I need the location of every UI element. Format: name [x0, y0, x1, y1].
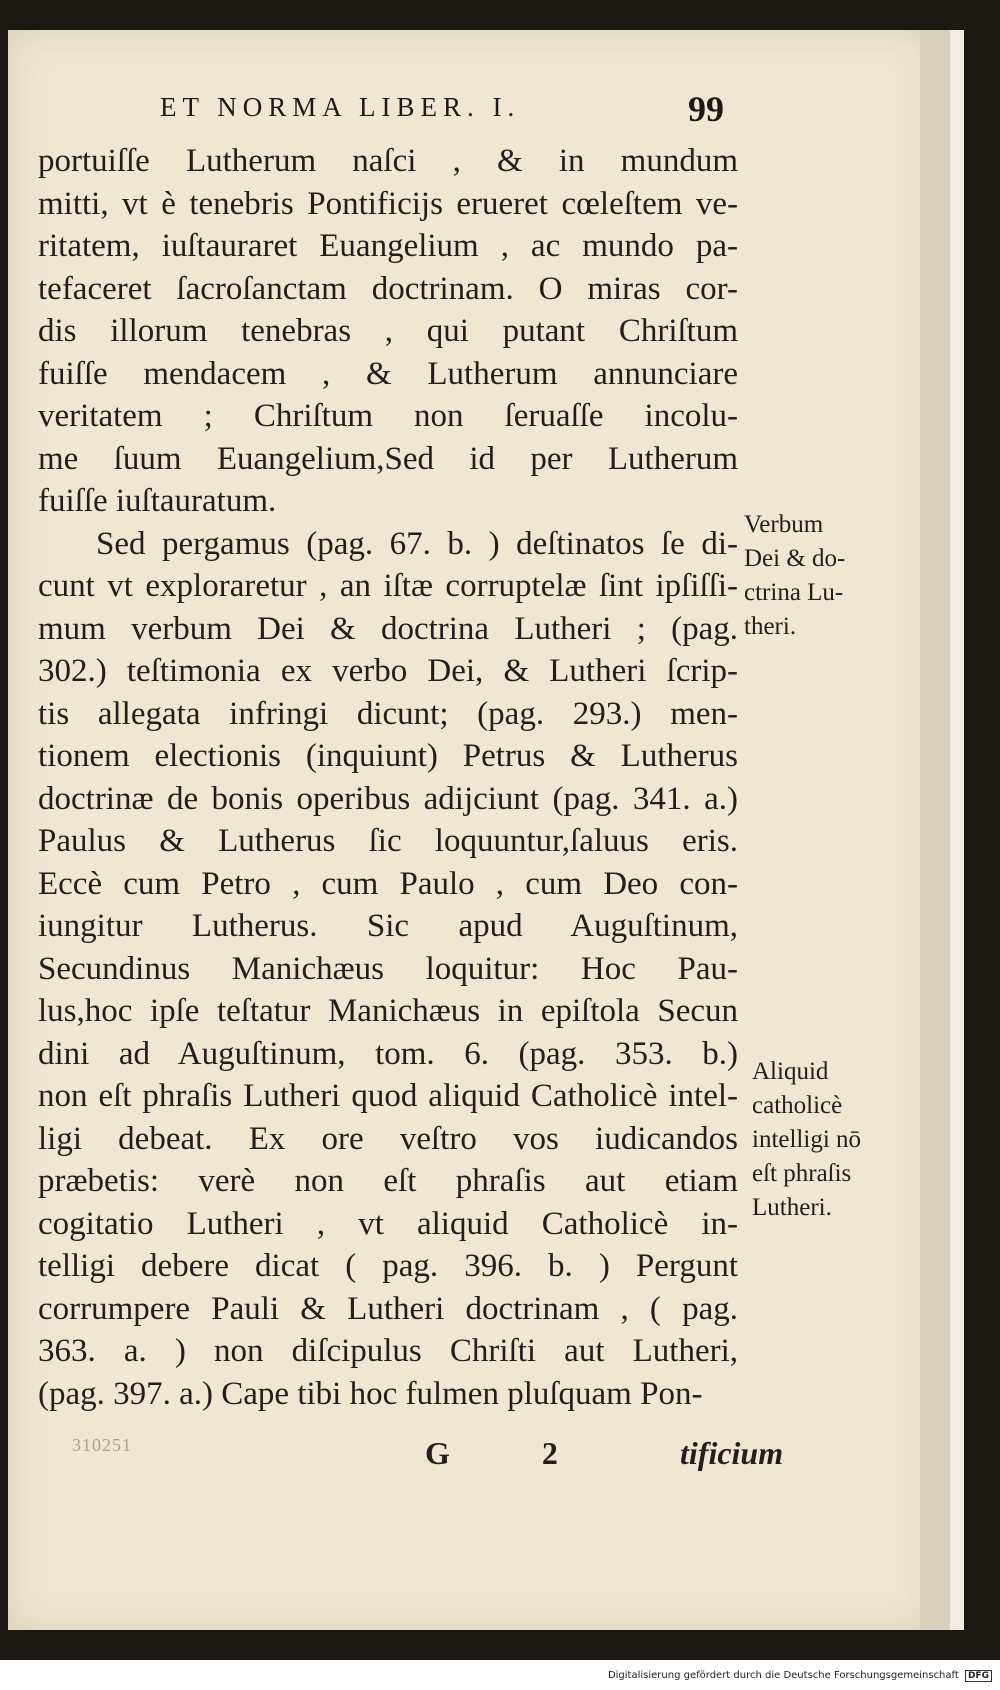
- text-line: tefaceret ſacroſanctam doctrinam. O miras cor-: [38, 270, 738, 307]
- text-line: non eſt phraſis Lutheri quod aliquid Catholicè intel-: [38, 1078, 738, 1114]
- body-text: [38, 140, 738, 1415]
- page-edge: [950, 30, 964, 1630]
- running-head: ET NORMA LIBER. I.: [160, 92, 521, 122]
- marginal-line: Aliquid: [752, 1058, 829, 1085]
- text-line: iungitur Lutherus. Sic apud Auguſtinum,: [38, 908, 738, 944]
- text-line: dis illorum tenebras , qui putant Chriſtum: [38, 313, 738, 349]
- text-line: mitti, vt è tenebris Pontificijs erueret cœleſtem ve-: [38, 185, 738, 222]
- catchword: tificium: [680, 1435, 784, 1471]
- dfg-logo-icon: DFG: [965, 1670, 992, 1682]
- marginal-note-aliquid: [752, 1055, 861, 1225]
- text-line: ritatem, iuſtauraret Euangelium , ac mundo pa-: [38, 228, 738, 264]
- library-stamp: 310251: [72, 1435, 132, 1455]
- text-line: portuiſſe Lutherum naſci , & in mundum: [38, 143, 738, 179]
- marginal-line: catholicè: [752, 1092, 843, 1119]
- text-line: Secundinus Manichæus loquitur: Hoc Pau-: [38, 950, 738, 987]
- text-line: mum verbum Dei & doctrina Lutheri ; (pag.: [38, 610, 738, 647]
- text-line: dini ad Auguſtinum, tom. 6. (pag. 353. b.): [38, 1035, 738, 1072]
- text-line: cunt vt exploraretur , an iſtæ corruptelæ ſint ipſiſſi-: [38, 568, 738, 604]
- marginal-line: Verbum: [744, 511, 824, 538]
- page-number: 99: [688, 89, 724, 129]
- marginal-line: eſt phraſis: [752, 1160, 852, 1187]
- text-line: corrumpere Pauli & Lutheri doctrinam , ( pag.: [38, 1290, 738, 1327]
- text-line: 363. a. ) non diſcipulus Chriſti aut Lutheri,: [38, 1333, 738, 1369]
- page-gutter: [920, 30, 950, 1630]
- signature-mark: G 2: [425, 1435, 600, 1471]
- marginal-note-verbum: [744, 508, 845, 644]
- text-line: fuiſſe iuſtauratum.: [38, 483, 277, 519]
- marginal-line: Dei & do-: [744, 545, 846, 572]
- text-line: 302.) teſtimonia ex verbo Dei, & Lutheri ſcrip-: [38, 653, 738, 689]
- text-line: Paulus & Lutherus ſic loquuntur,ſaluus eris.: [38, 823, 738, 859]
- digitization-note: Digitalisierung gefördert durch die Deutsche Forschungsgemeinschaft: [607, 1670, 959, 1681]
- marginal-line: ctrina Lu-: [744, 579, 844, 606]
- text-line: fuiſſe mendacem , & Lutherum annunciare: [38, 355, 738, 392]
- text-line: (pag. 397. a.) Cape tibi hoc fulmen pluſquam Pon-: [38, 1375, 703, 1412]
- text-line: tionem electionis (inquiunt) Petrus & Lutherus: [38, 738, 738, 774]
- text-line: cogitatio Lutheri , vt aliquid Catholicè in-: [38, 1205, 738, 1242]
- text-line: telligi debere dicat ( pag. 396. b. ) Pergunt: [38, 1248, 738, 1284]
- text-line: tis allegata infringi dicunt; (pag. 293.) men-: [38, 695, 738, 732]
- text-line: lus,hoc ipſe teſtatur Manichæus in epiſtola Secun: [38, 993, 738, 1029]
- paragraph-first-line: Sed pergamus (pag. 67. b. ) deſtinatos ſe di-: [96, 525, 738, 562]
- text-line: veritatem ; Chriſtum non ſeruaſſe incolu-: [38, 398, 738, 434]
- text-line: præbetis: verè non eſt phraſis aut etiam: [38, 1163, 738, 1199]
- text-line: ligi debeat. Ex ore veſtro vos iudicandos: [38, 1120, 738, 1157]
- digitization-footer: [608, 1670, 992, 1682]
- marginal-line: Lutheri.: [752, 1194, 832, 1221]
- text-line: doctrinæ de bonis operibus adijciunt (pag. 341. a.): [38, 780, 738, 817]
- marginal-line: theri.: [744, 613, 797, 640]
- marginal-line: intelligi nō: [752, 1126, 862, 1153]
- text-line: me ſuum Euangelium,Sed id per Lutherum: [38, 440, 738, 477]
- text-line: Eccè cum Petro , cum Paulo , cum Deo con-: [38, 865, 738, 902]
